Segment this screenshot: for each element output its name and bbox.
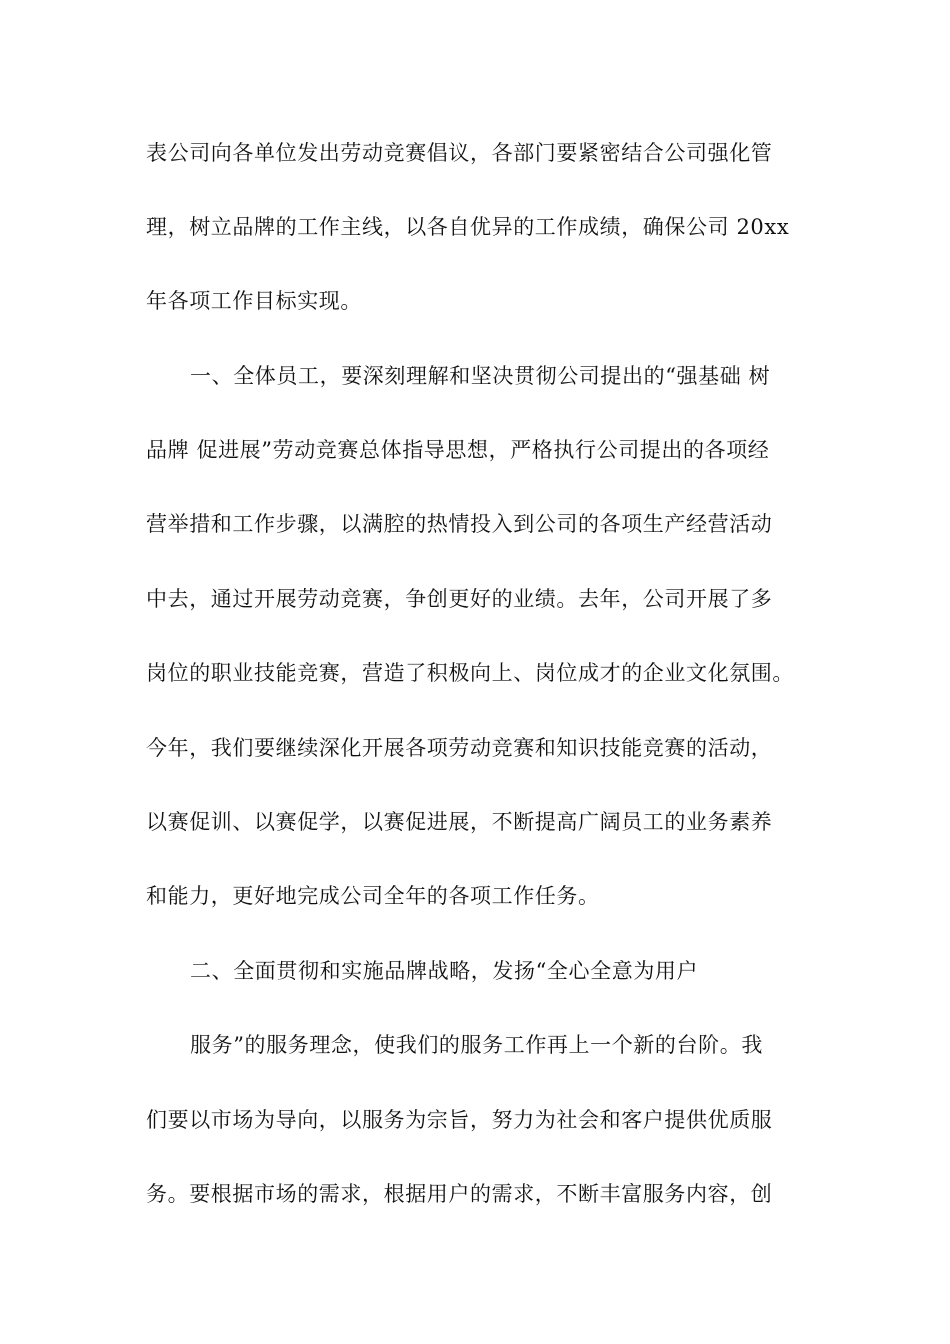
text-line-2: 理，树立品牌的工作主线，以各自优异的工作成绩，确保公司 20xx xyxy=(146,215,790,239)
text-line-6: 营举措和工作步骤，以满腔的热情投入到公司的各项生产经营活动 xyxy=(146,512,773,536)
text-line-14: 们要以市场为导向，以服务为宗旨，努力为社会和客户提供优质服 xyxy=(146,1108,773,1132)
text-line-13: 服务”的服务理念，使我们的服务工作再上一个新的台阶。我 xyxy=(190,1033,763,1057)
text-line-12: 二、全面贯彻和实施品牌战略，发扬“全心全意为用户 xyxy=(190,959,699,983)
text-line-10: 以赛促训、以赛促学，以赛促进展，不断提高广阔员工的业务素养 xyxy=(146,810,773,834)
text-line-5: 品牌 促进展”劳动竞赛总体指导思想，严格执行公司提出的各项经 xyxy=(146,438,770,462)
text-line-3: 年各项工作目标实现。 xyxy=(146,289,362,313)
text-line-8: 岗位的职业技能竞赛，营造了积极向上、岗位成才的企业文化氛围。 xyxy=(146,661,794,685)
text-line-7: 中去，通过开展劳动竞赛，争创更好的业绩。去年，公司开展了多 xyxy=(146,587,773,611)
text-line-15: 务。要根据市场的需求，根据用户的需求，不断丰富服务内容，创 xyxy=(146,1182,773,1206)
text-line-4: 一、全体员工，要深刻理解和坚决贯彻公司提出的“强基础 树 xyxy=(190,364,771,388)
text-line-11: 和能力，更好地完成公司全年的各项工作任务。 xyxy=(146,884,600,908)
text-line-1: 表公司向各单位发出劳动竞赛倡议，各部门要紧密结合公司强化管 xyxy=(146,141,773,165)
text-line-9: 今年，我们要继续深化开展各项劳动竞赛和知识技能竞赛的活动， xyxy=(146,736,773,760)
